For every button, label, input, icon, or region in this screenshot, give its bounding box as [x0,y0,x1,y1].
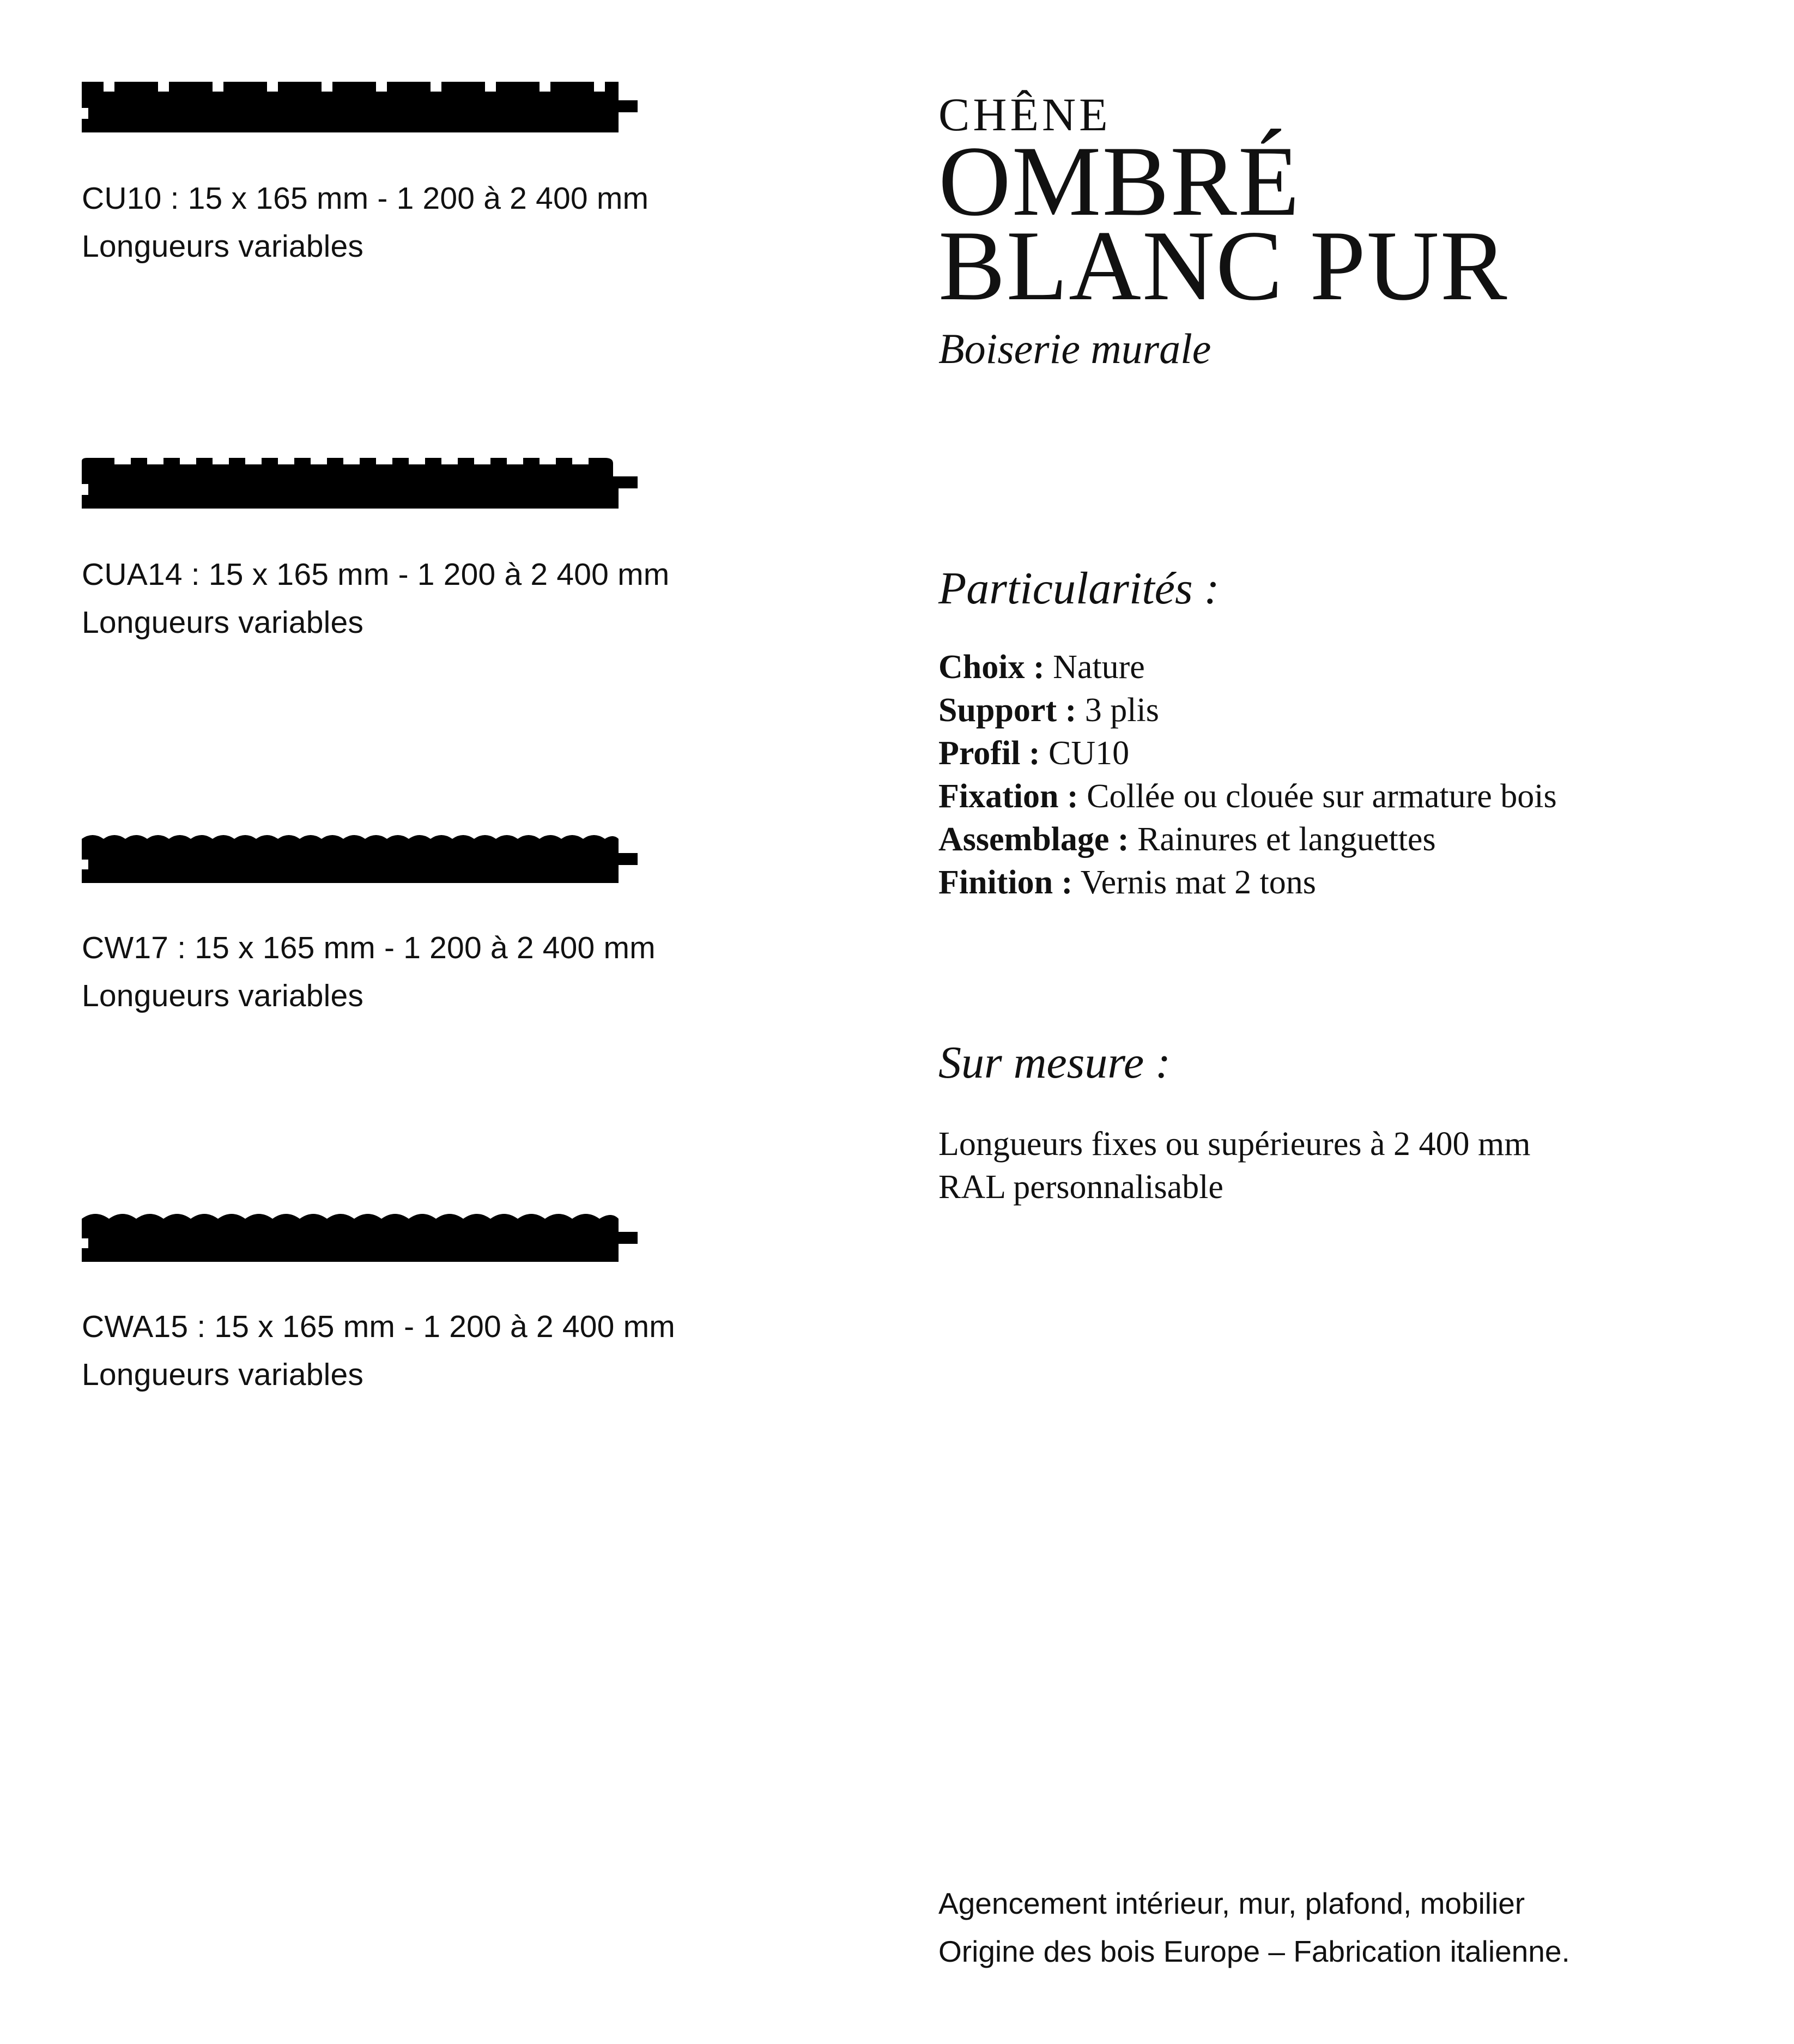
sur-mesure-line: Longueurs fixes ou supérieures à 2 400 mm [938,1126,1531,1163]
particularites-heading: Particularités : [938,563,1220,614]
property-row [938,689,1729,732]
profile-cw17-section-icon [82,831,648,883]
property-value: Vernis mat 2 tons [1072,864,1316,901]
sur-mesure-list [938,1123,1530,1209]
profile-lengths: Longueurs variables [82,1357,364,1392]
property-row [938,818,1729,861]
profile-cwa15-section-icon [82,1210,648,1262]
product-subtitle: Boiserie murale [938,325,1211,372]
profile-cua14-section-icon [82,458,648,510]
property-row [938,646,1729,689]
property-key: Choix : [938,649,1045,686]
profile-code: CW17 [82,930,169,965]
property-value: Nature [1044,649,1145,686]
footer-line-usage: Agencement intérieur, mur, plafond, mobilier [938,1886,1525,1920]
footer-note [938,1879,1570,1975]
property-row [938,775,1729,818]
property-value: 3 plis [1076,692,1159,729]
sur-mesure-line: RAL personnalisable [938,1169,1223,1206]
property-key: Assemblage : [938,821,1129,858]
profile-dimensions: : 15 x 165 mm - 1 200 à 2 400 mm [168,930,656,965]
sur-mesure-heading: Sur mesure : [938,1037,1171,1088]
property-value: Collée ou clouée sur armature bois [1078,778,1557,815]
property-row [938,861,1729,904]
profile-cu10 [82,82,649,264]
property-key: Fixation : [938,778,1078,815]
profile-lengths: Longueurs variables [82,978,364,1013]
profile-code: CUA14 [82,557,183,592]
product-title-line2: BLANC PUR [938,210,1508,321]
profile-cwa15 [82,1210,675,1392]
product-title-line1: OMBRÉ [938,125,1301,237]
profile-dimensions: : 15 x 165 mm - 1 200 à 2 400 mm [161,181,649,216]
profile-cua14 [82,458,670,640]
property-key: Finition : [938,864,1073,901]
property-value: Rainures et languettes [1129,821,1436,858]
footer-line-origin: Origine des bois Europe – Fabrication italienne. [938,1934,1570,1968]
particularites-list [938,646,1729,904]
profile-lengths: Longueurs variables [82,229,364,264]
property-key: Profil : [938,735,1040,772]
profile-lengths: Longueurs variables [82,605,364,640]
product-kicker: CHÊNE [938,88,1111,141]
profile-code: CU10 [82,181,162,216]
property-value: CU10 [1040,735,1130,772]
profile-dimensions: : 15 x 165 mm - 1 200 à 2 400 mm [182,557,670,592]
profile-cw17 [82,831,656,1013]
profile-dimensions: : 15 x 165 mm - 1 200 à 2 400 mm [188,1309,675,1344]
property-row [938,732,1729,775]
profile-cu10-section-icon [82,82,648,134]
profile-code: CWA15 [82,1309,189,1344]
property-key: Support : [938,692,1077,729]
